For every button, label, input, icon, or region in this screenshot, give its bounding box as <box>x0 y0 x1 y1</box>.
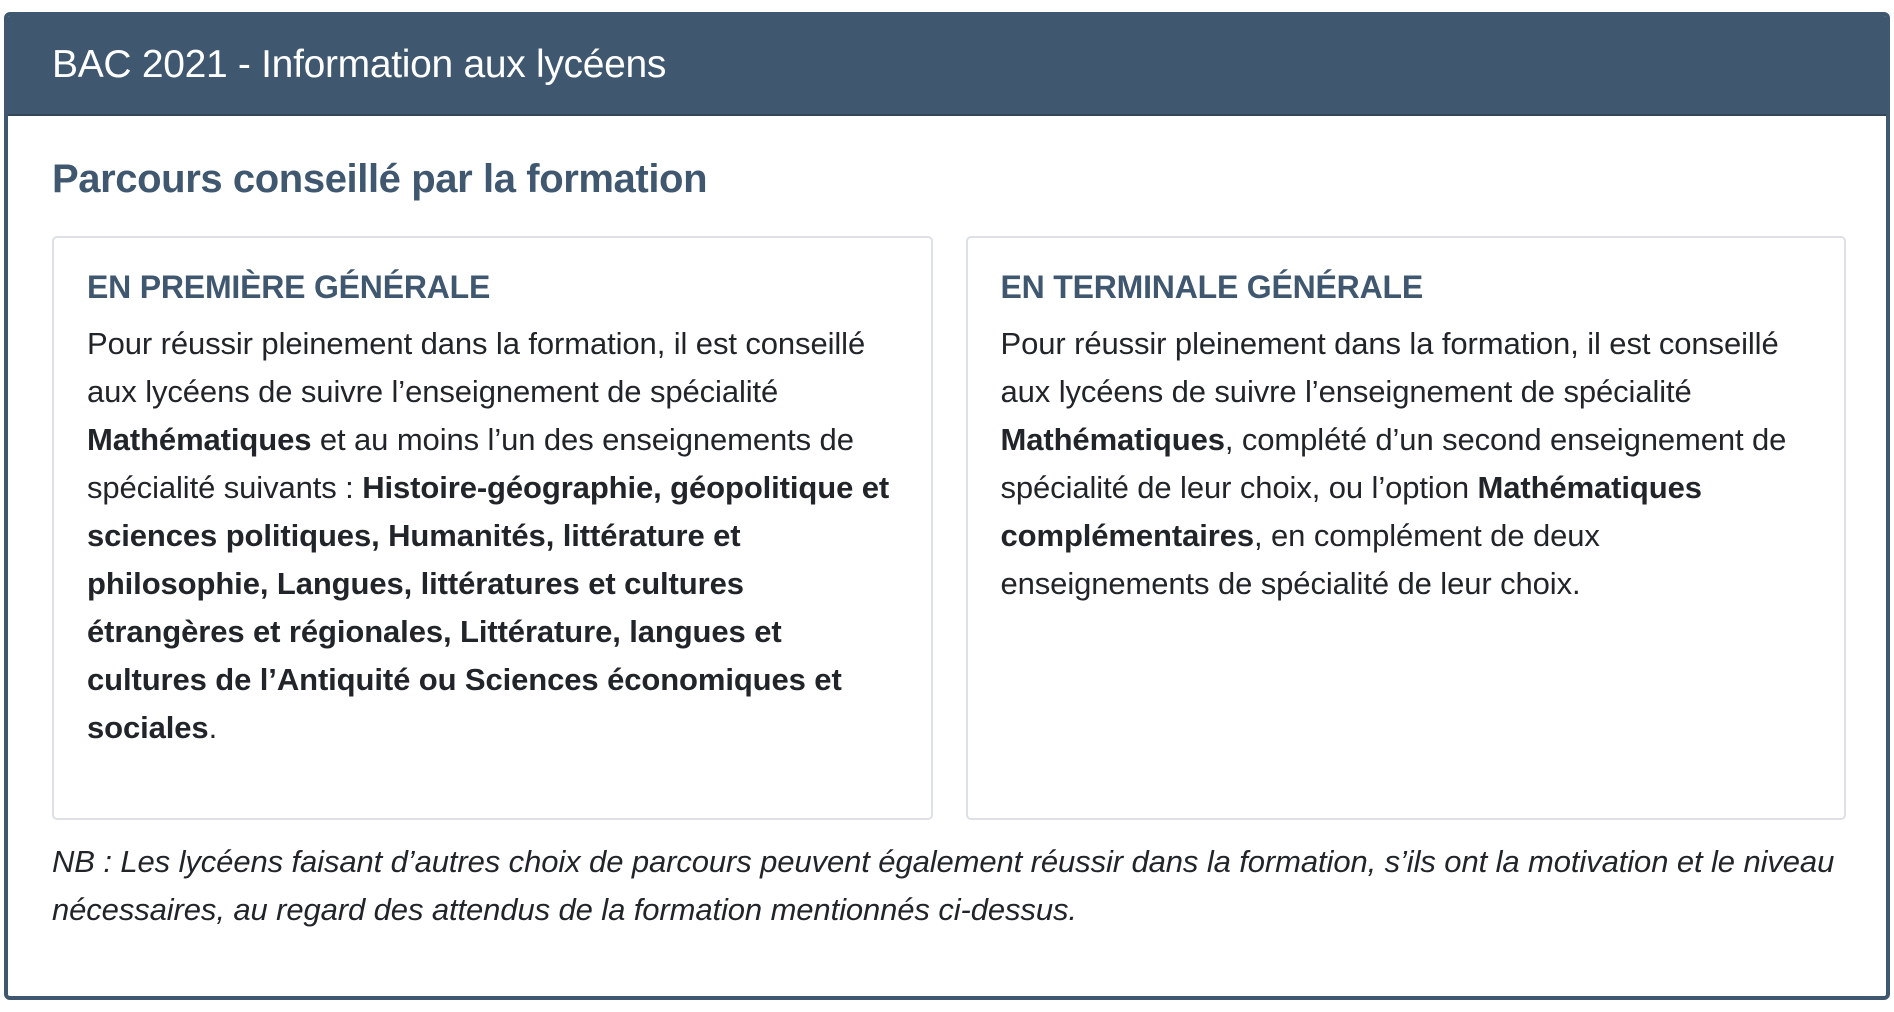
terminale-text <box>1001 320 1811 608</box>
premiere-text-part: Pour réussir pleinement dans la formation, il est conseillé aux lycéens de suivre l’enseignement de spécialité <box>87 326 866 409</box>
card-header <box>8 16 1886 116</box>
premiere-text-part: . <box>208 710 218 745</box>
premiere-text <box>87 320 897 752</box>
terminale-bold-maths: Mathématiques <box>1000 422 1225 457</box>
terminale-panel <box>966 236 1847 820</box>
terminale-bold-maths-comp: Mathématiques complémentaires <box>1000 470 1702 553</box>
section-title: Parcours conseillé par la formation <box>52 157 708 201</box>
nb-note: NB : Les lycéens faisant d’autres choix de parcours peuvent également réussir dans la formation, s’ils ont la motivation et le niveau nécessaires, au regard des attendus de la formation mentionnés ci-dessus. <box>52 844 1835 927</box>
card-title: BAC 2021 - Information aux lycéens <box>52 43 667 86</box>
premiere-title: EN PREMIÈRE GÉNÉRALE <box>87 269 491 305</box>
terminale-text-part: Pour réussir pleinement dans la formation, il est conseillé aux lycéens de suivre l’enseignement de spécialité <box>1000 326 1779 409</box>
card-body <box>8 116 1886 934</box>
terminale-text-part: , en complément de deux enseignements de spécialité de leur choix. <box>1000 518 1600 601</box>
terminale-text-part: , complété d’un second enseignement de spécialité de leur choix, ou l’option <box>1000 422 1787 505</box>
columns <box>52 236 1846 820</box>
premiere-bold-maths: Mathématiques <box>87 422 312 457</box>
info-card <box>4 12 1890 1000</box>
premiere-panel <box>52 236 933 820</box>
premiere-text-part: et au moins l’un des enseignements de spécialité suivants : <box>87 422 854 505</box>
premiere-bold-specialites: Histoire-géographie, géopolitique et sciences politiques, Humanités, littérature et philosophie, Langues, littératures et cultures étrangères et régionales, Littérature, langues et cultures de l’Antiquité ou Sciences économiques et sociales <box>87 470 890 745</box>
terminale-title: EN TERMINALE GÉNÉRALE <box>1000 269 1423 305</box>
